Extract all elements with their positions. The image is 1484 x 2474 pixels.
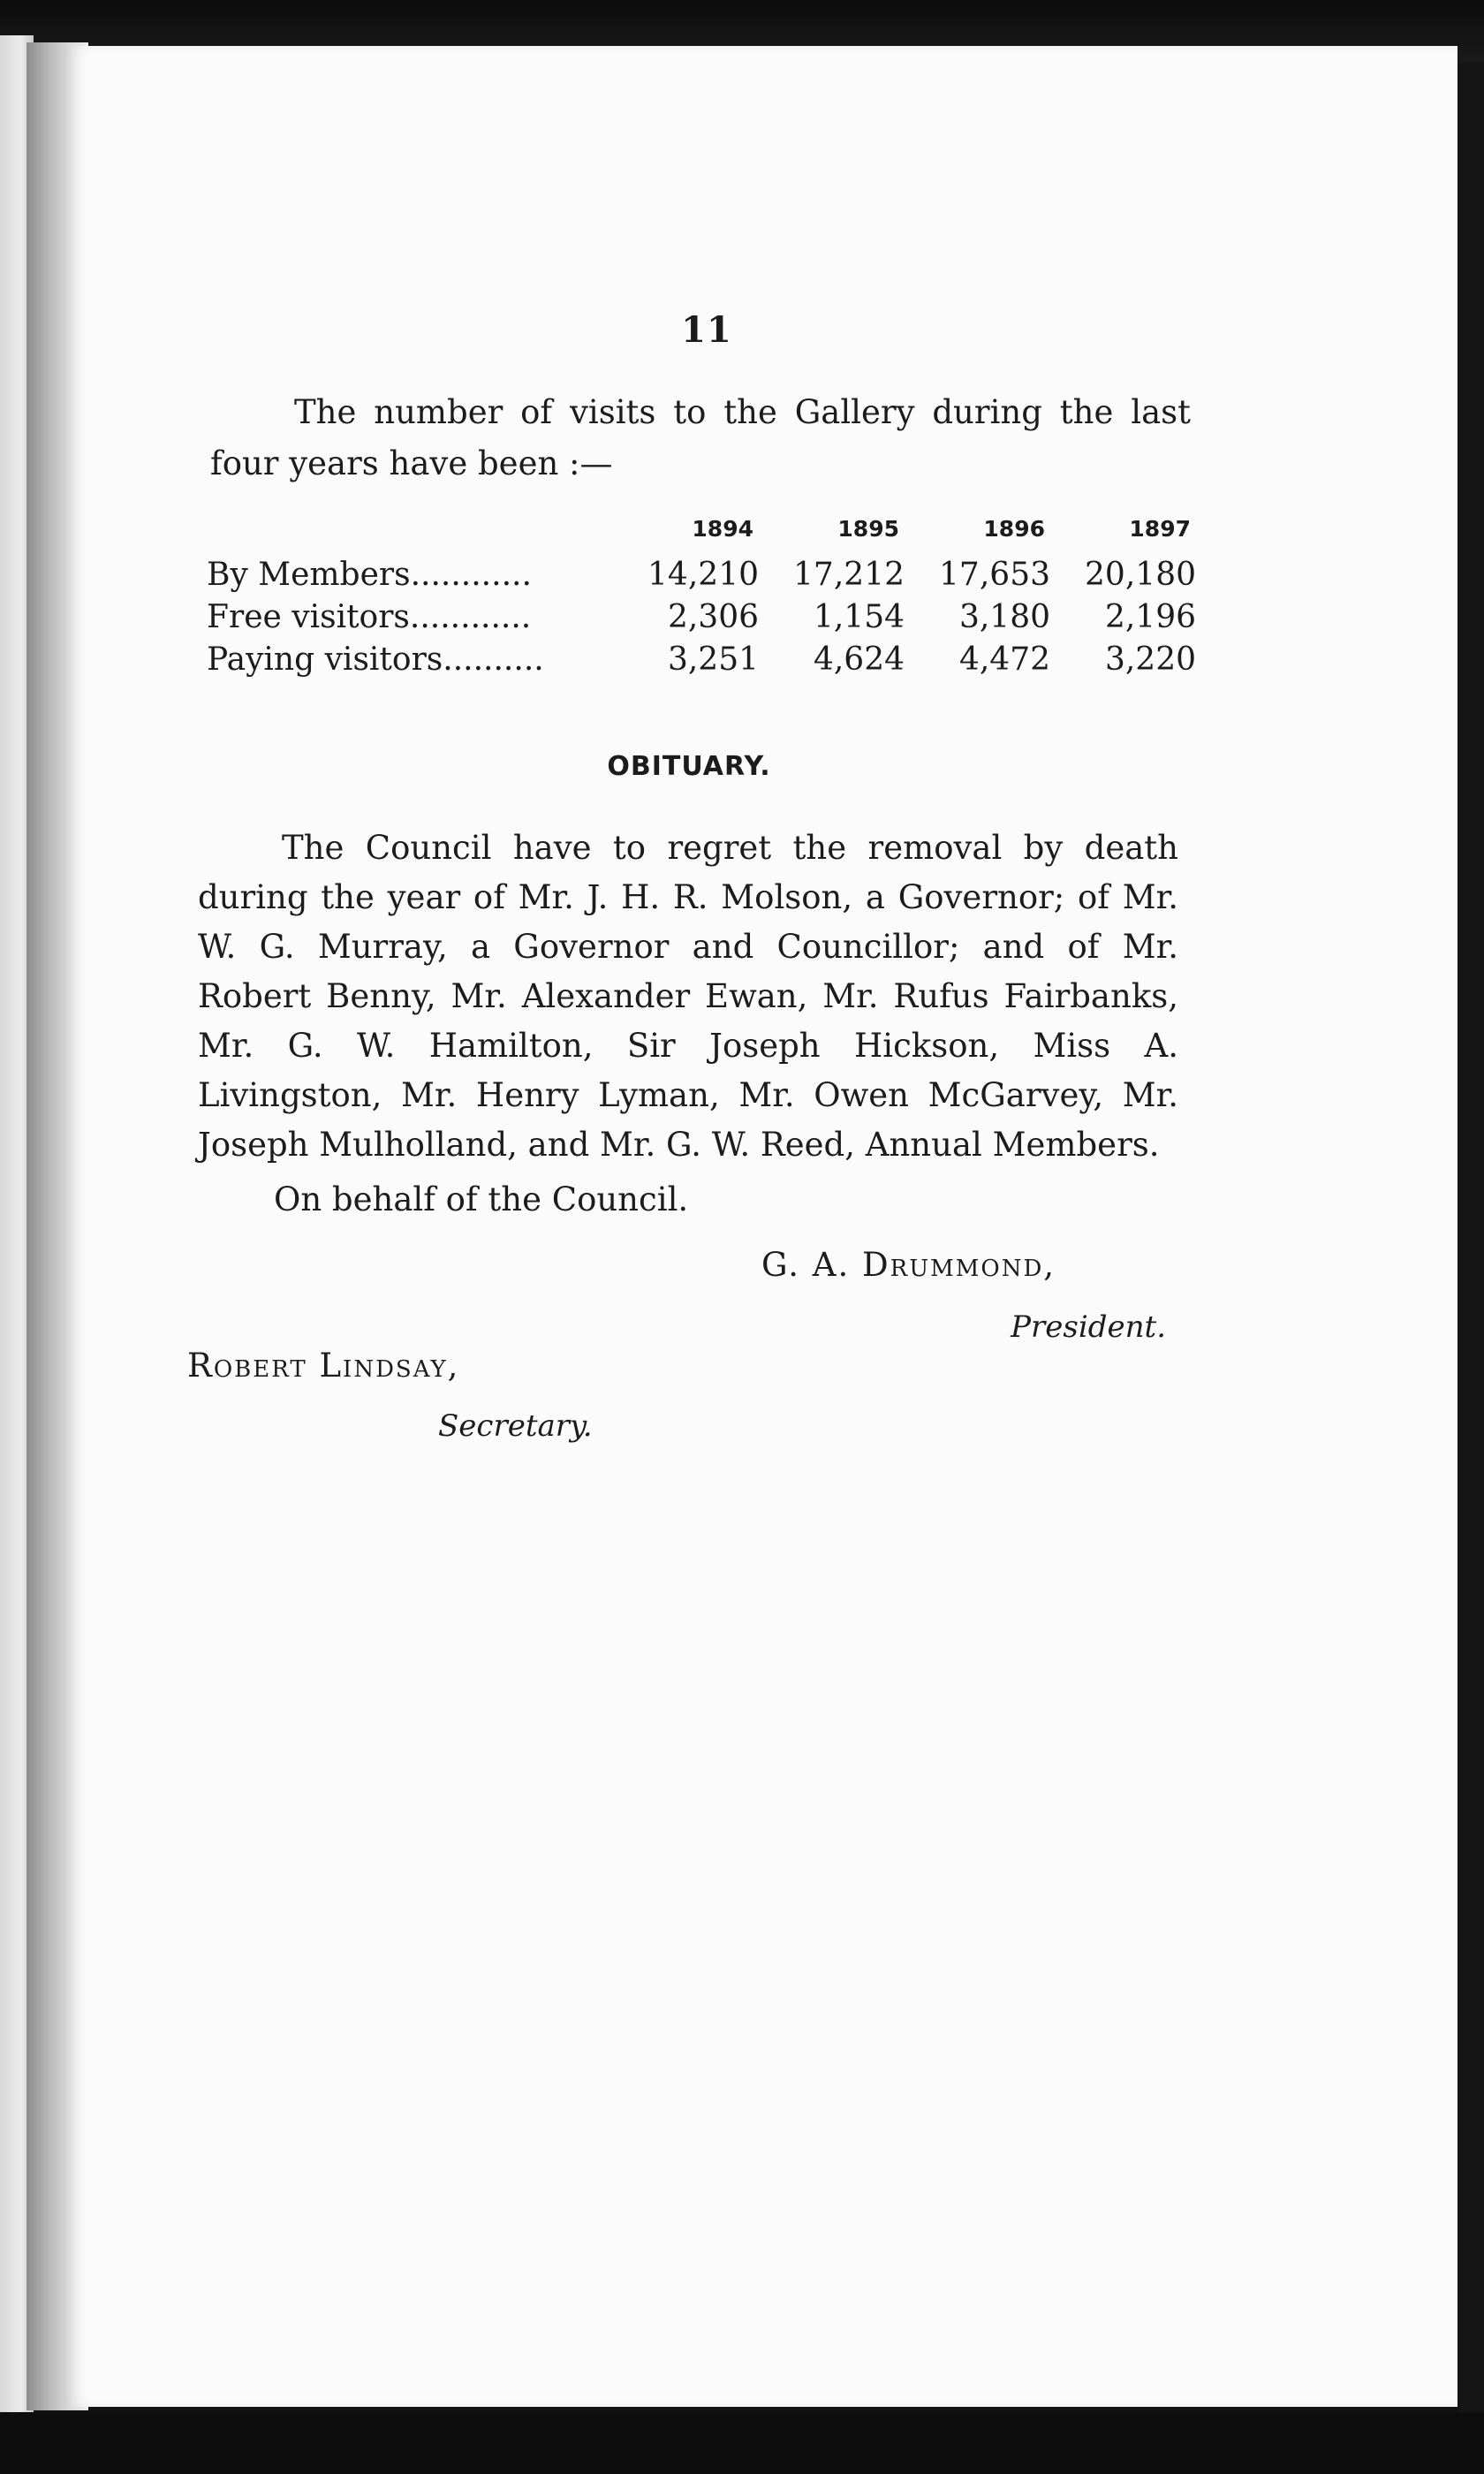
visits-table-header-row: [207, 511, 1196, 553]
table-row: [207, 596, 1196, 638]
table-cell: 2,196: [1104, 598, 1196, 635]
row-label: [207, 638, 613, 680]
table-cell: 1,154: [813, 598, 905, 635]
dot-leader: ............: [410, 556, 532, 593]
year-header: 1896: [983, 515, 1045, 542]
table-cell: 2,306: [667, 598, 759, 635]
behalf-line: On behalf of the Council.: [274, 1180, 689, 1218]
secretary-name: Robert Lindsay,: [187, 1347, 460, 1385]
visits-table-corner: [207, 511, 613, 553]
row-label: [207, 596, 613, 638]
obituary-paragraph: [198, 823, 1178, 1170]
table-cell: 3,251: [667, 641, 759, 678]
year-header: 1895: [837, 515, 899, 542]
secretary-title: Secretary.: [438, 1408, 593, 1444]
year-header: 1897: [1129, 515, 1191, 542]
visits-intro-text: The number of visits to the Gallery during the last four years have been :—: [210, 393, 1191, 482]
scan-right-border: [1458, 62, 1484, 2412]
table-row: [207, 553, 1196, 596]
table-cell: 17,653: [939, 556, 1050, 593]
table-row: [207, 638, 1196, 680]
visits-table: [207, 511, 1196, 680]
visits-intro-paragraph: [210, 387, 1191, 489]
page-number: 11: [681, 309, 732, 351]
row-label-text: Free visitors: [207, 598, 410, 635]
table-cell: 14,210: [647, 556, 759, 593]
table-cell: 20,180: [1085, 556, 1196, 593]
table-cell: 17,212: [793, 556, 905, 593]
table-cell: 4,624: [813, 641, 905, 678]
obituary-heading: OBITUARY.: [607, 751, 771, 782]
dot-leader: ............: [409, 598, 532, 635]
scan-bottom-border: [0, 2412, 1484, 2474]
obituary-text: The Council have to regret the removal by death during the year of Mr. J. H. R. Molson, a Governor; of Mr. W. G. Murray, a Governor and Councillor; and of Mr. Robert Benny, Mr. Alexander Ewan, Mr. Rufus Fairbanks, Mr. G. W. Hamilton, Sir Joseph Hickson, Miss A. Livingston, Mr. Henry Lyman, Mr. Owen McGarvey, Mr. Joseph Mulholland, and Mr. G. W. Reed, Annual Members.: [198, 829, 1178, 1164]
year-header: 1894: [692, 515, 753, 542]
president-title: President.: [1011, 1309, 1166, 1345]
dot-leader: ..........: [443, 641, 544, 678]
row-label-text: By Members: [207, 556, 411, 593]
table-cell: 3,180: [958, 598, 1050, 635]
row-label-text: Paying visitors: [207, 641, 443, 678]
president-name: G. A. Drummond,: [761, 1246, 1056, 1284]
row-label: [207, 553, 613, 596]
table-cell: 4,472: [958, 641, 1050, 678]
table-cell: 3,220: [1104, 641, 1196, 678]
